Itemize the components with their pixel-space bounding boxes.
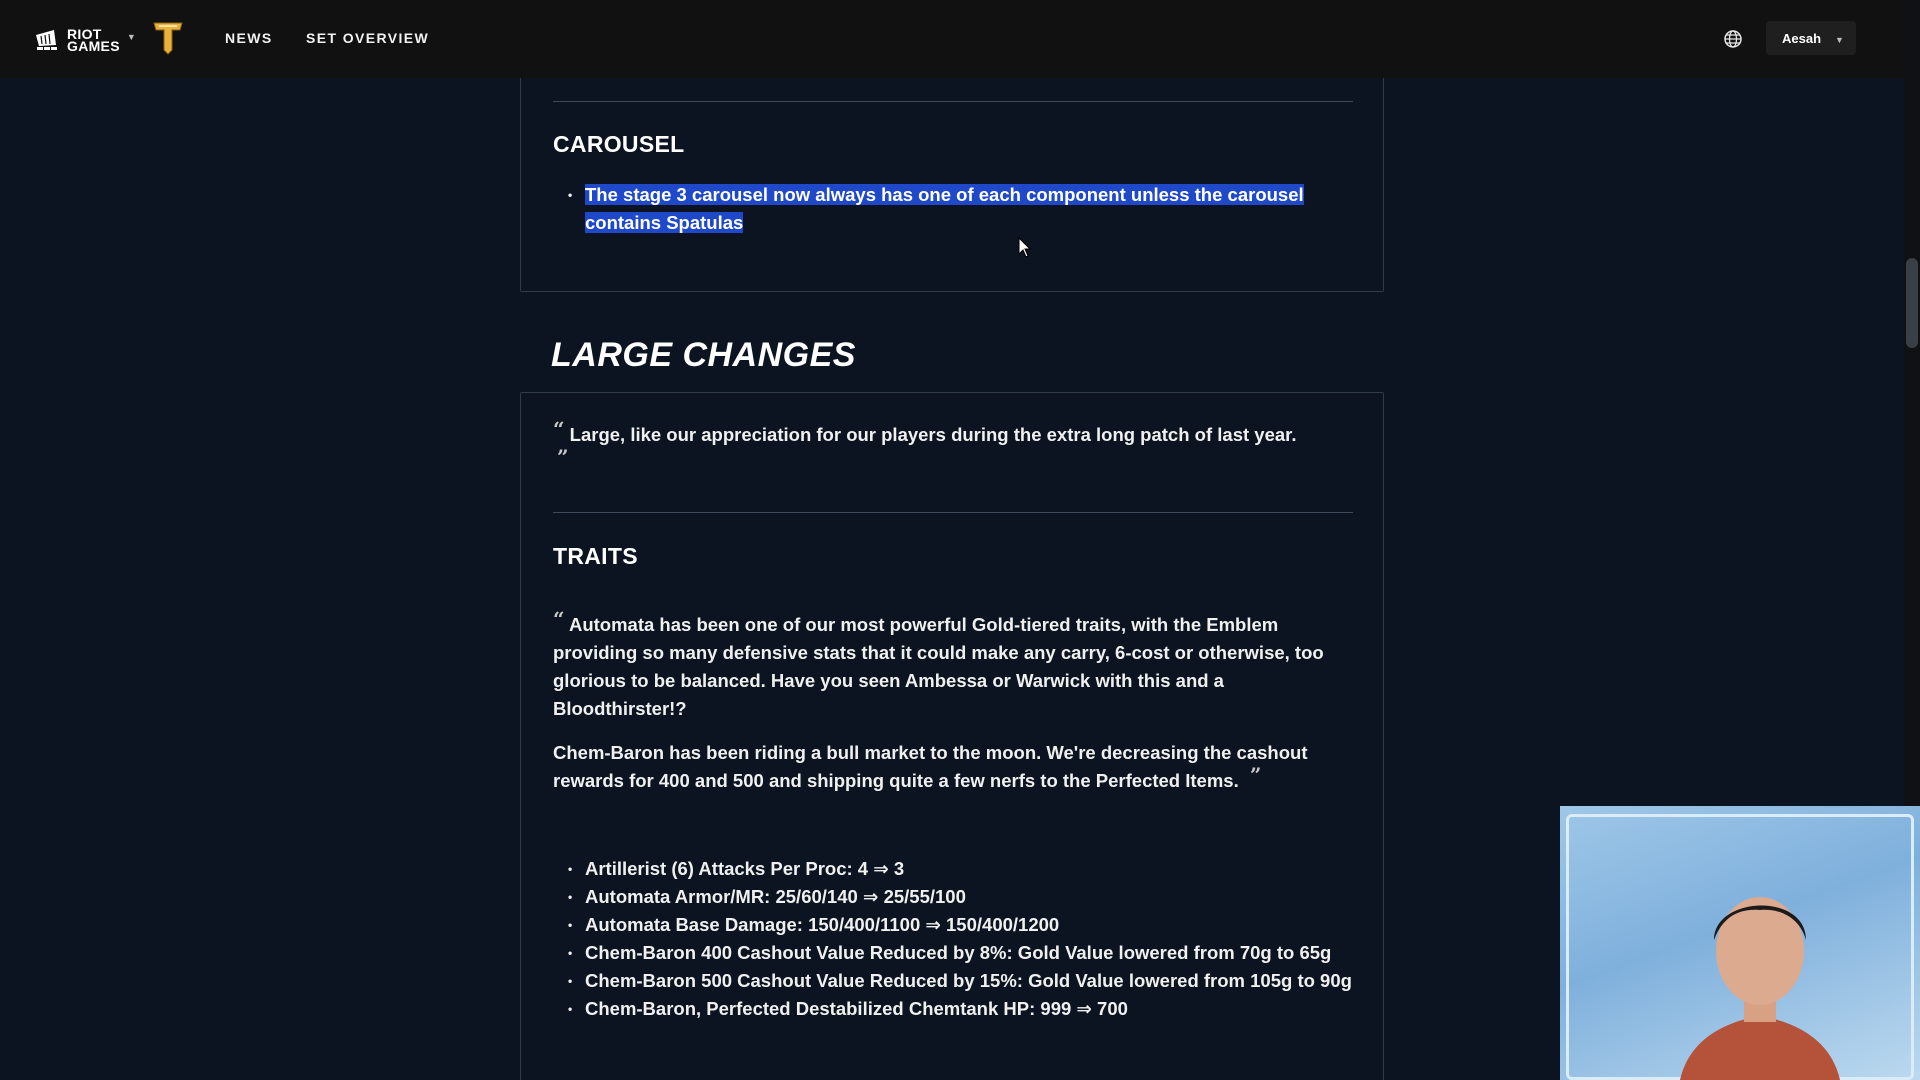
chevron-down-icon: ▼ (126, 32, 136, 42)
list-item: • Chem-Baron 500 Cashout Value Reduced by 15%: Gold Value lowered from 105g to 90g (553, 967, 1353, 995)
nav-news[interactable]: NEWS (225, 30, 273, 46)
large-changes-quote-text: Large, like our appreciation for our players during the extra long patch of last year. (569, 424, 1297, 445)
nav-set-overview[interactable]: SET OVERVIEW (306, 30, 430, 46)
brand-bottom: GAMES (67, 38, 120, 54)
list-item: • Chem-Baron, Perfected Destabilized Chemtank HP: 999 ⇒ 700 (553, 995, 1353, 1023)
globe-icon[interactable] (1722, 28, 1744, 50)
carousel-list (553, 181, 1353, 237)
quote-open-mark: “ (553, 607, 565, 631)
list-item (553, 181, 1353, 237)
riot-fist-icon (34, 29, 62, 51)
quote-close-mark: ” (557, 445, 569, 469)
page-scrollbar-thumb[interactable] (1906, 258, 1918, 348)
traits-quote-p2-text: Chem-Baron has been riding a bull market to the moon. We're decreasing the cashout rewards for 400 and 500 and shipping quite a few nerfs to the Perfected Items. (553, 742, 1308, 791)
carousel-heading: CAROUSEL (553, 131, 685, 157)
list-item: • Chem-Baron 400 Cashout Value Reduced by 8%: Gold Value lowered from 70g to 65g (553, 939, 1353, 967)
large-changes-section (520, 392, 1384, 1080)
riot-games-logo[interactable] (34, 24, 136, 56)
traits-quote-p2 (553, 739, 1353, 795)
list-item: • Artillerist (6) Attacks Per Proc: 4 ⇒ 3 (553, 855, 1353, 883)
selected-text: The stage 3 carousel now always has one of each component unless the carousel contains Spatulas (585, 184, 1304, 233)
traits-quote-p1 (553, 607, 1353, 723)
streamer-video-feed (1640, 856, 1880, 1080)
traits-quote-p1-text: Automata has been one of our most powerful Gold-tiered traits, with the Emblem providing so many defensive stats that it could make any carry, 6-cost or otherwise, too glorious to be balanced. Have you seen Ambessa or Warwick with this and a Bloodthirster!? (553, 614, 1324, 719)
traits-changes-list (553, 855, 1353, 1023)
user-name: Aesah (1782, 30, 1822, 46)
tft-logo-icon[interactable] (152, 20, 184, 56)
divider (553, 512, 1353, 513)
quote-open-mark: “ (553, 417, 565, 441)
list-item: • Automata Armor/MR: 25/60/140 ⇒ 25/55/100 (553, 883, 1353, 911)
carousel-section (520, 78, 1384, 292)
quote-close-mark: ” (1249, 763, 1262, 787)
chevron-down-icon: ▼ (1835, 35, 1844, 45)
user-account-button[interactable] (1766, 21, 1856, 55)
divider (553, 101, 1353, 102)
list-item: • Automata Base Damage: 150/400/1100 ⇒ 150/400/1200 (553, 911, 1353, 939)
mouse-cursor-icon (1018, 237, 1032, 259)
webcam-overlay (1560, 806, 1920, 1080)
riot-wordmark (67, 28, 120, 52)
traits-heading: TRAITS (553, 543, 638, 569)
brand-top: RIOT (67, 26, 102, 42)
large-changes-heading: LARGE CHANGES (551, 336, 856, 374)
top-nav-bar (0, 0, 1904, 78)
large-changes-quote (553, 417, 1353, 477)
